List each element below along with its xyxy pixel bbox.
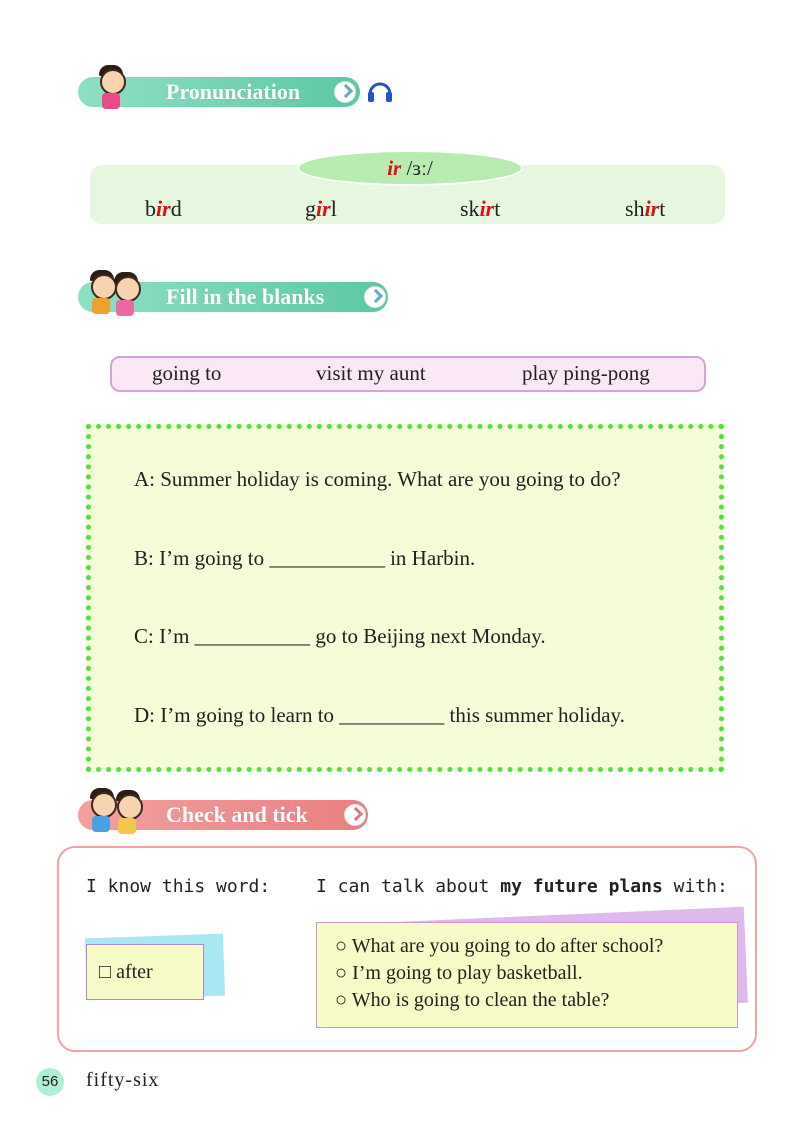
know-word-label: I know this word: xyxy=(86,876,271,897)
talk-about-label: I can talk about my future plans with: xyxy=(316,876,728,897)
pron-word-bird: bird xyxy=(145,196,182,221)
phonics-tab xyxy=(297,150,523,186)
phonics-letters: ir xyxy=(387,156,402,180)
word-bank-item: visit my aunt xyxy=(316,361,426,385)
pron-word-skirt: skirt xyxy=(460,196,501,221)
pronunciation-header xyxy=(78,77,360,107)
sentence-option[interactable]: ○ I’m going to play basketball. xyxy=(335,962,583,984)
sentence-option[interactable]: ○ Who is going to clean the table? xyxy=(335,989,610,1011)
word-bank xyxy=(110,356,706,392)
section-title: Fill in the blanks xyxy=(166,284,325,309)
page-number: 56 xyxy=(36,1068,64,1096)
word-checkbox-after[interactable]: □ after xyxy=(99,961,153,983)
page-number-words: fifty-six xyxy=(86,1069,160,1091)
sentence-option[interactable]: ○ What are you going to do after school? xyxy=(335,935,664,957)
chevron-right-icon xyxy=(334,81,356,103)
word-bank-item: play ping-pong xyxy=(522,361,650,385)
fill-blanks-header xyxy=(78,282,388,312)
dialogue-line-b: B: I’m going to ___________ in Harbin. xyxy=(134,546,476,570)
section-title: Pronunciation xyxy=(166,79,301,104)
section-title: Check and tick xyxy=(166,802,308,827)
word-bank-item: going to xyxy=(152,361,222,385)
pron-word-shirt: shirt xyxy=(625,196,666,221)
dialogue-line-d: D: I’m going to learn to __________ this summer holiday. xyxy=(134,703,625,727)
dialogue-line-a: A: Summer holiday is coming. What are you going to do? xyxy=(134,467,621,491)
chevron-right-icon xyxy=(364,286,386,308)
pron-word-girl: girl xyxy=(305,196,337,221)
phonics-ipa: /ɜː/ xyxy=(401,156,433,180)
word-card[interactable] xyxy=(86,944,204,1000)
dialogue-line-c: C: I’m ___________ go to Beijing next Monday. xyxy=(134,624,546,648)
chevron-right-icon xyxy=(344,804,366,826)
check-tick-header xyxy=(78,800,368,830)
sentences-card xyxy=(316,922,738,1028)
headphones-icon[interactable] xyxy=(366,78,394,104)
